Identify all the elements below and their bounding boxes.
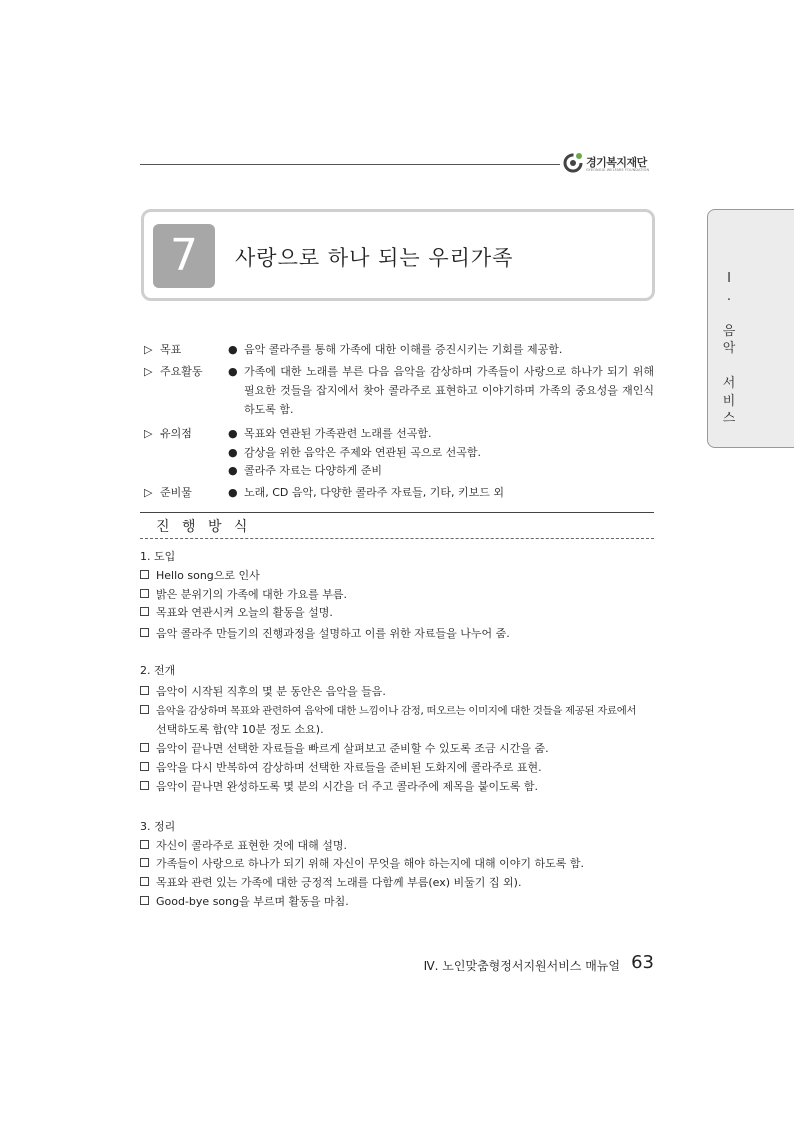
closing-item-3: 목표와 관련 있는 가족에 대한 긍정적 노래를 다함께 부름(ex) 비둘기 집 외). <box>156 876 522 889</box>
dot-bullet-icon: ● <box>228 427 238 440</box>
side-tab-char: 스 <box>722 411 736 426</box>
materials-text: 노래, CD 음악, 다양한 콜라주 자료들, 기타, 키보드 외 <box>244 486 505 499</box>
closing-item-2: 가족들이 사랑으로 하나가 되기 위해 자신이 무엇을 해야 하는지에 대해 이야기 하도록 함. <box>156 857 584 870</box>
notes-label-row <box>144 424 192 443</box>
development-heading: 2. 전개 <box>140 664 176 677</box>
materials-label: 준비물 <box>160 486 192 499</box>
triangle-bullet-icon: ▷ <box>144 427 153 440</box>
intro-item-3: 목표와 연관시켜 오늘의 활동을 설명. <box>156 606 333 619</box>
closing-heading: 3. 정리 <box>140 820 176 833</box>
checkbox-square-icon <box>140 686 149 695</box>
main-activity-line-3: 하도록 함. <box>244 403 294 416</box>
main-activity-line-1: 가족에 대한 노래를 부른 다음 음악을 감상하며 가족들이 사랑으로 하나가 되기 위해 <box>244 365 654 378</box>
side-tab-char: 서 <box>722 376 736 391</box>
triangle-bullet-icon: ▷ <box>144 343 153 356</box>
notes-item-3: 콜라주 자료는 다양하게 준비 <box>244 464 383 477</box>
main-activity-line-2: 필요한 것들을 잡지에서 찾아 콜라주로 표현하고 이야기하며 가족의 중요성을 재인식 <box>244 384 654 397</box>
goal-label: 목표 <box>160 343 182 356</box>
development-item-5: 음악이 끝나면 완성하도록 몇 분의 시간을 더 주고 콜라주에 제목을 붙이도록 함. <box>156 780 538 793</box>
goal-label-row <box>144 340 181 359</box>
development-item-2-line-2: 선택하도록 함(약 10분 정도 소요). <box>156 723 324 736</box>
chapter-side-tab <box>707 209 794 448</box>
intro-heading: 1. 도입 <box>140 550 176 563</box>
process-section-title: 진 행 방 식 <box>156 519 252 535</box>
checkbox-square-icon <box>140 840 149 849</box>
side-tab-char: 음 <box>722 323 736 339</box>
dot-bullet-icon: ● <box>228 365 238 378</box>
development-item-2-line-1: 음악을 감상하며 목표와 관련하여 음악에 대한 느낌이나 감정, 떠오르는 이미지에 대한 것들을 제공된 자료에서 <box>156 705 637 717</box>
checkbox-square-icon <box>140 877 149 886</box>
foundation-logo <box>562 151 662 177</box>
checkbox-square-icon <box>140 781 149 790</box>
header-rule <box>140 164 560 165</box>
side-tab-char: Ⅰ <box>727 271 731 286</box>
section-dashed-rule <box>140 538 654 539</box>
triangle-bullet-icon: ▷ <box>144 365 153 378</box>
foundation-logo-icon <box>562 151 584 173</box>
intro-item-4: 음악 콜라주 만들기의 진행과정을 설명하고 이를 위한 자료들을 나누어 줌. <box>156 627 510 640</box>
dot-bullet-icon: ● <box>228 343 238 356</box>
activity-number: 7 <box>153 224 215 288</box>
notes-item-1: 목표와 연관된 가족관련 노래를 선곡함. <box>244 427 432 440</box>
side-tab-char: 비 <box>722 393 736 409</box>
main-activity-label: 주요활동 <box>160 365 203 378</box>
intro-item-2: 밝은 분위기의 가족에 대한 가요를 부름. <box>156 588 347 601</box>
development-item-4: 음악을 다시 반복하여 감상하며 선택한 자료들을 준비된 도화지에 콜라주로 표현. <box>156 761 542 774</box>
checkbox-square-icon <box>140 896 149 905</box>
section-top-rule <box>140 512 654 513</box>
triangle-bullet-icon: ▷ <box>144 486 153 499</box>
notes-item-2: 감상을 위한 음악은 주제와 연관된 곡으로 선곡함. <box>244 446 481 459</box>
side-tab-label <box>718 270 740 428</box>
footer-section-title: Ⅳ. 노인맞춤형정서지원서비스 매뉴얼 <box>423 959 620 973</box>
checkbox-square-icon <box>140 589 149 598</box>
side-tab-char: 악 <box>722 341 736 356</box>
dot-bullet-icon: ● <box>228 446 238 459</box>
checkbox-square-icon <box>140 570 149 579</box>
checkbox-square-icon <box>140 628 149 637</box>
logo-name: 경기복지재단 <box>586 156 647 169</box>
activity-title: 사랑으로 하나 되는 우리가족 <box>235 246 514 270</box>
checkbox-square-icon <box>140 743 149 752</box>
goal-text: 음악 콜라주를 통해 가족에 대한 이해를 증진시키는 기회를 제공함. <box>244 343 563 356</box>
page-footer <box>423 952 654 974</box>
notes-label: 유의점 <box>160 427 192 440</box>
page-number: 63 <box>631 952 654 973</box>
closing-item-4: Good-bye song을 부르며 활동을 마침. <box>156 895 349 908</box>
development-item-1: 음악이 시작된 직후의 몇 분 동안은 음악을 들음. <box>156 685 386 698</box>
dot-bullet-icon: ● <box>228 486 238 499</box>
dot-bullet-icon: ● <box>228 464 238 477</box>
checkbox-square-icon <box>140 705 149 714</box>
checkbox-square-icon <box>140 762 149 771</box>
materials-label-row <box>144 483 192 502</box>
intro-item-1: Hello song으로 인사 <box>156 569 260 582</box>
checkbox-square-icon <box>140 858 149 867</box>
main-activity-label-row <box>144 362 203 381</box>
activity-title-box <box>141 209 655 301</box>
closing-item-1: 자신이 콜라주로 표현한 것에 대해 설명. <box>156 839 347 852</box>
development-item-3: 음악이 끝나면 선택한 자료들을 빠르게 살펴보고 준비할 수 있도록 조금 시간을 줌. <box>156 742 549 755</box>
side-tab-char <box>718 358 740 376</box>
side-tab-char: . <box>726 288 732 304</box>
side-tab-char <box>718 305 740 323</box>
checkbox-square-icon <box>140 607 149 616</box>
logo-subtitle: GYEONGGI WELFARE FOUNDATION <box>586 168 650 172</box>
